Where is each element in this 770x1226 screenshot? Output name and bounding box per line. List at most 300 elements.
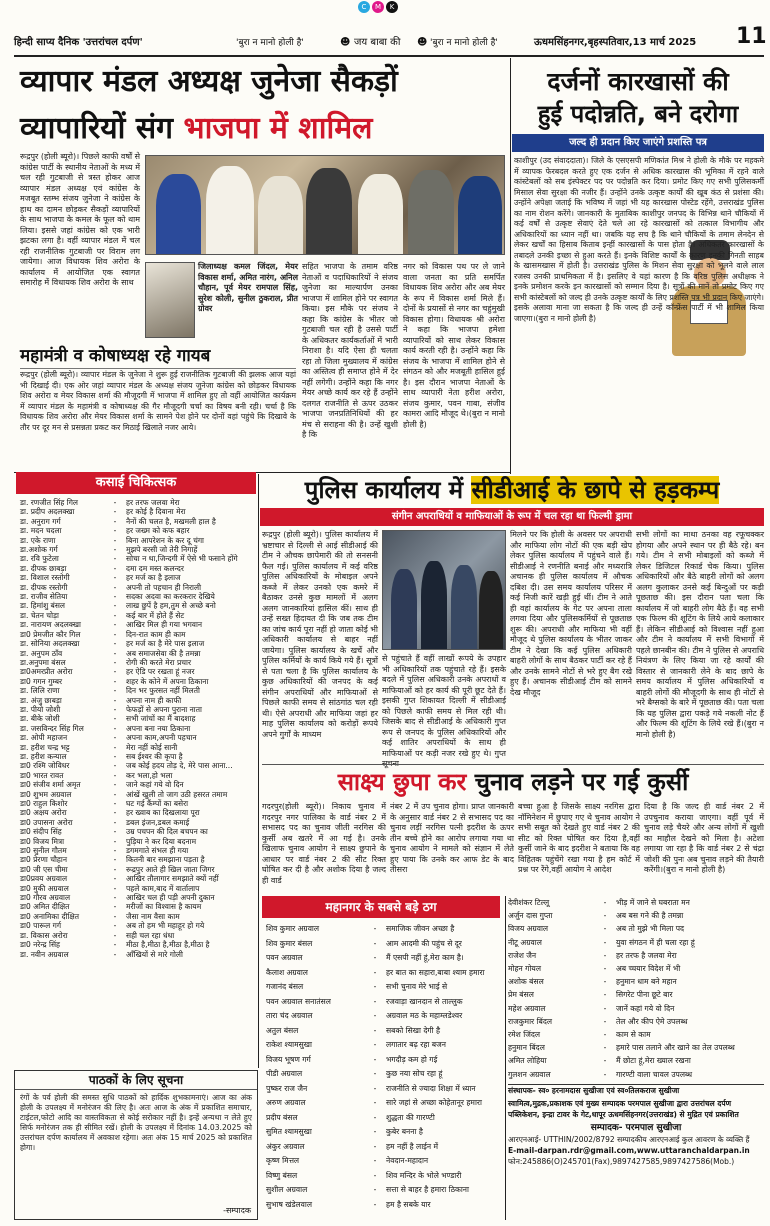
- row-dash: -: [603, 911, 607, 921]
- row-name: हनुमान बिंदल: [508, 1043, 545, 1053]
- list-row: [508, 1015, 764, 1028]
- list-row: [266, 937, 504, 952]
- list-row: [20, 837, 258, 846]
- row-value: हनुमान धाम बने महान: [616, 977, 677, 987]
- list-row: [20, 498, 258, 507]
- row-dash: -: [113, 723, 117, 733]
- list-row: [20, 790, 258, 799]
- story4-col2: से पहुंचाते हैं वहीं लाखों रूपये के उपहार भी अधिकारियों तक पहुंचाते रहे हैं। इसके बदले में पुलिस अधिकारी उनके अपराधों व माफियाओं को हर कार्य की पूरी छूट देते हैं। इसकी गुप्त शिकायत दिल्ली में सीडीआई को पिछले काफी समय से मिल रही थी। जिसके बाद से सीडीआई के अधिकारी गुप्त रूप से जनपद के पुलिस अधिकारियों और कई शातिर अपराधियों के साथ ही माफियाओं पर कड़ी नजर रखे हुए थे। गुप्त सूचना: [382, 654, 506, 768]
- list-row: [266, 1169, 504, 1184]
- list-row: [20, 545, 258, 554]
- list-row: [508, 962, 764, 975]
- list-row: [266, 1053, 504, 1068]
- list-row: [266, 966, 504, 981]
- list-row: [20, 771, 258, 780]
- list-row: [20, 507, 258, 516]
- row-dash: -: [113, 827, 117, 837]
- row-value: हर जख्म को कफ बहार: [126, 526, 190, 536]
- row-value: नैनों की चलत है, मखमली हाल है: [126, 516, 216, 526]
- notice-sign: -सम्पादक: [223, 1206, 251, 1215]
- imprint-editor: सम्पादक- परमपाल सुखीजा: [590, 1123, 682, 1133]
- row-value: शहर के कोने में अपना ठिकाना: [126, 676, 209, 686]
- row-value: हर तरफ है जलवा मेरा: [616, 950, 677, 960]
- story3-subhead: [512, 134, 764, 152]
- row-value: फेफड़ों से अपना पुराना नाता: [126, 704, 202, 714]
- row-name: डा.अशोक गर्ग: [20, 545, 58, 555]
- paper-name: हिन्दी साप्य दैनिक 'उत्तरांचल दर्पण': [14, 37, 143, 48]
- list-row: [20, 733, 258, 742]
- row-dash: -: [113, 554, 117, 564]
- row-value: अब तो मुझे भी मिला पद: [616, 924, 685, 934]
- story5-headline: [262, 764, 764, 799]
- row-name: डा0 राहुल किशोर: [20, 799, 68, 808]
- row-value: युवा संगठन में ही चला रहा हूं: [616, 937, 695, 947]
- row-name: डा0अमरप्रीत अरोरा: [20, 667, 73, 677]
- row-dash: -: [373, 996, 377, 1006]
- list-row: [20, 950, 258, 959]
- row-name: राजकुमार बिंदल: [508, 1016, 553, 1026]
- row-value: शुद्धता की गारण्टी: [386, 1112, 435, 1122]
- row-dash: -: [113, 902, 117, 912]
- row-dash: -: [113, 808, 117, 818]
- row-dash: -: [603, 977, 607, 987]
- row-name: नीटू अग्रवाल: [508, 937, 542, 947]
- row-name: डा0 मुकी अग्रवाल: [20, 883, 69, 893]
- row-dash: -: [603, 990, 607, 1000]
- row-name: डा. लिलि राणा: [20, 686, 60, 696]
- row-name: डा. हरीश चन्द्र भट्ट: [20, 742, 70, 752]
- notice-title: पाठकों के लिए सूचना: [15, 1071, 257, 1090]
- row-value: आखिर मिल ही गया भगवान: [126, 620, 203, 630]
- row-value: हर मर्ज का है इलाज: [126, 573, 181, 583]
- row-dash: -: [113, 695, 117, 705]
- row-dash: -: [113, 498, 117, 507]
- row-dash: -: [113, 855, 117, 865]
- row-value: सत्ता से बाहर है हमारा ठिकाना: [386, 1185, 469, 1194]
- row-value: समाजिक जीवन अच्छा है: [386, 924, 455, 933]
- row-dash: -: [603, 1016, 607, 1026]
- row-name: डा0 विजय मित्रा: [20, 836, 65, 846]
- row-name: शिव कुमार बंसल: [266, 938, 313, 948]
- row-value: सदका अदवा का करकरार देखिये: [126, 592, 215, 602]
- row-name: डा0 नरेन्द्र सिंह: [20, 940, 61, 950]
- list-row: [20, 601, 258, 610]
- row-dash: -: [113, 893, 117, 903]
- list-row: [508, 909, 764, 922]
- smiley-icon: ☻: [340, 37, 351, 48]
- row-value: शिव मन्दिर के भोले भण्डारी: [386, 1170, 462, 1180]
- row-dash: -: [373, 1141, 377, 1151]
- row-name: डा0 सुनील गौतम: [20, 846, 67, 856]
- row-dash: -: [113, 817, 117, 827]
- row-dash: -: [113, 686, 117, 696]
- story5-col3: बच्चा हुआ है जिसके साक्ष्य नरगिस द्वारा नॉमिनेशन में छुपाए गए थे चुनाव आयोग ने सभी सबूत को देखते हुए वार्ड नंबर 2 की सीट को रिक्त घोषित कर दिया है,वहीं कुर्सी जाने के बाद इदरीश ने बताया कि वह विहितक पहुंचेंगे रखा गया है हम कोर्ट में प्रश्न पर रेंगे,वहीं आयोग ने आदेश: [518, 802, 640, 874]
- list-row: [20, 884, 258, 893]
- row-dash: -: [373, 1185, 377, 1194]
- list-row: [266, 922, 504, 937]
- list-row: [266, 951, 504, 966]
- list-row: [266, 1183, 504, 1198]
- row-name: गुलशन अग्रवाल: [508, 1069, 551, 1079]
- row-value: लगातार बढ़ रहा बजन: [386, 1040, 446, 1049]
- list-row: [20, 912, 258, 921]
- row-dash: -: [113, 780, 117, 790]
- row-name: डा. नारायण अदलक्खा: [20, 620, 81, 630]
- row-dash: -: [373, 924, 377, 933]
- list-row: [508, 949, 764, 962]
- list-row: [266, 980, 504, 995]
- row-name: डा0 उपासना अरोरा: [20, 817, 73, 827]
- list-row: [20, 696, 258, 705]
- row-dash: -: [113, 657, 117, 667]
- row-value: भगदौड़ कम हो गई: [386, 1054, 438, 1064]
- row-value: मैं छोटा हूं,मेरा ख्याल रखना: [616, 1056, 691, 1066]
- row-name: कृष्ण मित्तल: [266, 1156, 300, 1165]
- row-name: डा0 संदीप सिंह: [20, 827, 62, 837]
- row-value: मीठा है,मीठा है,मीठा है,मीठा है: [126, 940, 210, 950]
- story4-subhead: [260, 508, 764, 526]
- thugs-title: महानगर के सबसे बड़े ठग: [325, 900, 437, 914]
- row-dash: -: [113, 582, 117, 592]
- list-row: [20, 526, 258, 535]
- row-dash: -: [113, 620, 117, 630]
- row-value: आँखियों से मारे गोली: [126, 949, 183, 959]
- row-dash: -: [373, 1170, 377, 1180]
- row-name: अशोक बंसल: [508, 977, 544, 987]
- row-dash: -: [603, 964, 607, 974]
- row-value: दमा दम मस्त कलन्दर: [126, 563, 184, 573]
- row-value: हर बात का सहारा,बाबा श्याम हमारा: [386, 967, 485, 977]
- row-dash: -: [113, 573, 117, 583]
- list-row: [508, 975, 764, 988]
- row-name: डा. अनुपम ठाँव: [20, 648, 63, 658]
- imprint-rni: आरएनआई- UTTHIN/2002/8792 सम्पादकीय आरएनआई कुल आवरण के व्यक्ति हैं: [508, 1135, 750, 1144]
- row-name: डा. पीयो जोशी: [20, 704, 61, 714]
- imprint-founders: संस्थापक- स्व० हरनामदास सुखीजा एवं स्व०तिलकराज सुखीजा: [508, 1086, 680, 1095]
- list-row: [266, 1111, 504, 1126]
- row-value: राजनीति से ज्यादा शिक्षा में ध्यान: [386, 1083, 476, 1093]
- story5-col4: दिया है कि जल्द ही वार्ड नंबर 2 में उपचुनाव कराया जाएगा। वहीं पूर्व में चुनाव लड़े चैयरे और अन्य लोगों में खुशी का माहौल देखने को मिला है। अटेशा लगाया जा रहा है कि वार्ड नंबर 2 से चंद्रा जोशी की पुनः अब चुनाव लड़ने की तैयारी करेंगी।(बुरा न मानो होली है): [644, 802, 764, 874]
- row-name: डा. दीपक छाबड़ा: [20, 563, 67, 573]
- row-name: डा. राजीव सेतिया: [20, 592, 68, 602]
- row-name: कैलाश अग्रवाल: [266, 967, 308, 977]
- row-value: अब समाजसेवा की है तमन्ना: [126, 648, 201, 658]
- story3-headline-line1: दर्जनों कारखासों की: [547, 67, 729, 96]
- row-name: सुभाष खंडेलवाल: [266, 1199, 313, 1209]
- row-dash: -: [373, 1083, 377, 1093]
- row-value: हर तरफ जलवा मेरा: [126, 498, 180, 507]
- row-dash: -: [113, 667, 117, 677]
- row-dash: -: [113, 836, 117, 846]
- dateline: ऊधमसिंहनगर,बृहस्पतिवार,13 मार्च 2025: [534, 37, 697, 48]
- story1-headline-line2: [20, 108, 510, 150]
- list-row: [266, 1154, 504, 1169]
- row-name: पवन अग्रवाल सनातंसल: [266, 996, 331, 1006]
- row-value: अपनी तो पहचान ही निराली: [126, 582, 202, 592]
- list-row: [266, 1198, 504, 1213]
- row-value: हम नहीं है लाईन में: [386, 1141, 439, 1151]
- row-dash: -: [373, 1127, 377, 1136]
- row-value: पहले काम,बाद में वार्तालाप: [126, 883, 200, 893]
- row-name: डा. मदन चदला: [20, 526, 62, 536]
- row-name: डा. रवि फुटेला: [20, 554, 59, 564]
- row-name: डा. विशाल रस्तोगी: [20, 573, 70, 583]
- row-name: डा. प्रदीप अदलक्खा: [20, 507, 75, 517]
- row-name: तारा चंद अग्रवाल: [266, 1011, 313, 1020]
- row-value: रोगी की करते मेरा प्रचार: [126, 657, 192, 667]
- row-value: बिना आपरेशन के कर दू चंगा: [126, 535, 205, 545]
- row-name: डा. चेतन चोड़ा: [20, 610, 59, 620]
- row-value: रूद्रपुर आते ही खिल जाता जिगर: [126, 864, 215, 874]
- row-dash: -: [373, 1098, 377, 1107]
- row-name: डा. दीपक रस्तोगी: [20, 582, 68, 592]
- row-value: उम्र पचपन की दिल बचपन का: [126, 827, 208, 837]
- list-row: [266, 1082, 504, 1097]
- row-dash: -: [113, 733, 117, 743]
- row-dash: -: [373, 1025, 377, 1035]
- smiley-icon: ☻: [417, 37, 428, 48]
- row-name: डा0 अक्षय अरोरा: [20, 808, 67, 818]
- list-row: [508, 1041, 764, 1054]
- row-name: राजेश जैन: [508, 950, 537, 960]
- row-dash: -: [113, 563, 117, 573]
- row-dash: -: [373, 982, 377, 991]
- list-row: [20, 667, 258, 676]
- list-row: [20, 931, 258, 940]
- list-row: [20, 583, 258, 592]
- row-name: डा. जसविन्दर सिंह गिल: [20, 723, 84, 733]
- list-row: [20, 846, 258, 855]
- story4-headline: [260, 474, 764, 506]
- color-mark-m: M: [372, 1, 384, 13]
- list-row: [20, 761, 258, 770]
- row-value: हम है सबके यार: [386, 1199, 431, 1209]
- list-row: [20, 855, 258, 864]
- row-dash: -: [113, 507, 117, 517]
- row-dash: -: [373, 1011, 377, 1020]
- story5-col1: गदरपुर(होली ब्यूरो)। निकाय चुनाव में गदरपुर नगर पालिका के वार्ड नंबर 2 में सभासद पद का चुनाव जीती नरगिस की कुर्सी अब खतरे में आ गई है। उनके खिलाफ चुनाव आयोग ने साक्ष्य छुपाने के आधार पर वार्ड नंबर 2 की सीट रिक्त घोषित कर दी है और अशोक दिया है जल्द ही वार्ड: [262, 802, 386, 885]
- story4-headline-b: सीडीआई के छापे से हड़कम्प: [471, 476, 720, 504]
- row-dash: -: [603, 1043, 607, 1053]
- row-value: आखिर चल ही पड़ी अपनी दुकान: [126, 893, 215, 903]
- row-value: अग्रवाल मठ के महाम्लडेश्वर: [386, 1011, 463, 1020]
- story1-body: रूद्रपुर (होली ब्यूरो)। पिछले काफी वर्षों से कांग्रेस पार्टी के स्थानीय नेताओं के मध्य में चल रही गुटबाजी से त्रस्त होकर आज व्यापार मंडल अध्यक्ष एवं कांग्रेस के मजबूत स्तम्भ संजय जुनेजा ने कांग्रेस के हाथ का दामन छोड़कर सैकड़ों व्यापारियों के साथ भाजपा के कमल के फूल को थाम लिया। इससे जहां कांग्रेस को एक भारी झटका लगा है। वहीं व्यापार मंडल में चल रही राजनीतिक गुटबाजी पर विराम लग जायेगा। आज विधायक शिव अरोरा के कार्यालय में आयोजित एक स्वागत समारोह में विधायक शिव अरोरा के साथ: [20, 152, 140, 287]
- row-name: सुमित श्यामसुखा: [266, 1127, 312, 1136]
- row-value: कर भला,हो भला: [126, 770, 173, 780]
- list-row: [20, 536, 258, 545]
- row-name: विजय भूषण गर्ग: [266, 1054, 311, 1064]
- row-value: हर कोई है दिवाना मेरा: [126, 507, 186, 517]
- story1-small-photo: [145, 262, 195, 338]
- row-dash: -: [113, 639, 117, 649]
- row-dash: -: [113, 911, 117, 921]
- story4-col1: रूद्रपुर (होली ब्यूरो)। पुलिस कार्यालय में भ्रष्टाचार से दिल्ली से आई सीडीआई की टीम ने औचक छापेमारी की तो सनसनी फैल गई। पुलिस कार्यालय में कई वरिष्ठ पुलिस अधिकारियों के मोबाइल अपने कब्जे में लेकर उनको एक कमरे में बैठाकर उनसे कुछ मामलों में अलग अलग जानकारियां हासिल कीं। साथ ही उन्हें सख्त हिदायत दी कि जब तक टीम का जांच कार्य पूरा नहीं हो जाता कोई भी अधिकारी कार्यालय से बाहर नहीं जायेगा। पुलिस कार्यालय के खर्चे और पुलिस कर्मियों के कार्य किये गये हैं। सूत्रों से पता चला है कि पुलिस कार्यालय के कुछ अधिकारियों की जनपद के कई संगीन अपराधियों और माफियाओं से पिछले काफी समय से सांठगांठ चल रही थी। ऐसे अपराधी और माफिया जहां हर माह पुलिस कार्यालय को करोड़ों रूपये अपने गुर्गों के माध्यम: [262, 530, 378, 739]
- row-name: देवीशंकर टिल्लू: [508, 898, 550, 907]
- list-row: [20, 940, 258, 949]
- row-name: रमेश जिंदल: [508, 1030, 541, 1040]
- row-value: दिन-रात काम ही काम: [126, 629, 186, 639]
- list-row: [266, 1024, 504, 1039]
- row-name: डा. नवीन अग्रवाल: [20, 949, 69, 959]
- row-value: गारण्टी वाला चावल उपलब्ध: [616, 1069, 693, 1079]
- row-dash: -: [113, 535, 117, 545]
- imprint-box: [508, 1084, 764, 1220]
- row-name: डा.अनुपमा बंसल: [20, 657, 66, 667]
- row-name: डा0प्रवय अग्रवाल: [20, 874, 68, 884]
- row-dash: -: [603, 898, 607, 907]
- list-row: [508, 988, 764, 1001]
- story5-headline-a: साक्ष्य छुपा कर: [337, 768, 467, 796]
- row-dash: -: [603, 924, 607, 934]
- row-dash: -: [113, 751, 117, 761]
- story4-photo: [382, 530, 506, 650]
- row-value: सारे जहां से अच्छा कोहेतानूर हमारा: [386, 1098, 482, 1107]
- row-dash: -: [373, 938, 377, 948]
- slogan-right: 'बुरा न मानो होली है': [430, 38, 498, 48]
- row-dash: -: [373, 1112, 377, 1122]
- list-row: [20, 865, 258, 874]
- row-dash: -: [113, 742, 117, 752]
- row-value: आखिर तौलागार समझाते क्यों नहीं: [126, 874, 219, 884]
- list-row: [20, 724, 258, 733]
- list-row: [20, 714, 258, 723]
- slogan-mid: जय बाबा की: [354, 37, 401, 48]
- page-number: 11: [736, 24, 767, 49]
- row-dash: -: [113, 545, 117, 555]
- list-row: [20, 743, 258, 752]
- row-dash: -: [113, 601, 117, 611]
- list-row: [508, 922, 764, 935]
- row-dash: -: [113, 846, 117, 856]
- thugs-left-list: [266, 922, 504, 1220]
- list-row: [20, 592, 258, 601]
- row-name: महेश अग्रवाल: [508, 1003, 546, 1013]
- list-row: [20, 554, 258, 563]
- row-value: कुबेर बनना है: [386, 1127, 423, 1136]
- list-row: [508, 936, 764, 949]
- row-dash: -: [113, 770, 117, 780]
- row-name: डा. ओपी महाजन: [20, 733, 68, 743]
- imprint-email: E-mail-darpan.rdr@gmail.com,www.uttaranchaldarpan.in: [508, 1146, 750, 1155]
- row-value: तेल और कीप ऐमे उपलब्ध: [616, 1016, 688, 1026]
- color-marks: [358, 1, 398, 13]
- row-name: शिव कुमार अग्रवाल: [266, 924, 320, 933]
- row-dash: -: [373, 1199, 377, 1209]
- list-row: [266, 1140, 504, 1155]
- row-name: डा0 गौरव अग्रवाल: [20, 893, 71, 903]
- list-row: [508, 1002, 764, 1015]
- story1-caption: जिलाध्यक्ष कमल जिंदल, मेयर विकास शर्मा, अमित नारंग, अनिल चौहान, पूर्व मेयर रामपाल सिंह, सुरेश कोली, सुनील ठुकराल, प्रीत ग्रोवर: [198, 262, 298, 313]
- list-row: [20, 639, 258, 648]
- color-mark-k: K: [386, 1, 398, 13]
- row-value: अपना काम,अपनी पहचान: [126, 733, 197, 743]
- row-name: डा0 पारूल गर्ग: [20, 921, 62, 931]
- list-row: [20, 611, 258, 620]
- list-row: [20, 921, 258, 930]
- row-name: डा. बीके जोशी: [20, 714, 60, 724]
- row-dash: -: [373, 1156, 377, 1165]
- story1-headline-line2a: व्यापारियों संग: [20, 111, 174, 146]
- row-value: हर ऐडि पर रखता हूं नजर: [126, 667, 195, 677]
- row-name: डा. अंजु छाबड़ा: [20, 695, 62, 705]
- list-row: [20, 893, 258, 902]
- list-row: [20, 658, 258, 667]
- list-row: [20, 649, 258, 658]
- row-dash: -: [113, 789, 117, 799]
- row-dash: -: [113, 761, 117, 771]
- row-dash: -: [603, 937, 607, 947]
- story2-headline: महामंत्री व कोषाध्यक्ष रहे गायब: [20, 344, 296, 369]
- row-name: डा. विकास अरोरा: [20, 930, 68, 940]
- row-dash: -: [113, 874, 117, 884]
- notice-body: रंगों के पर्व होली की समस्त सुधि पाठकों को हार्दिक शुभकामनाएं। आज का अंक होली के उपलक्ष्य में मनोरंजन की लिए है। अतः आज के अंक में प्रकाशित समाचार, टाईटल,फोटो आदि का वास्तविकता से कोई सरोकार नहीं है। इन्हें अन्यथा न लेते हुए सिर्फ मनोरंजन तक ही सीमित रखें। होली के उपलक्ष्य में दिनांक 14.03.2025 को उत्तरांचल दर्पण कार्यालय में अवकाश रहेगा। अतः अंक 15 मार्च 2025 को प्रकाशित होगा।: [20, 1093, 252, 1152]
- story4-col3: मिलने पर कि होली के अवसर पर अपराधी और माफिया लोग नोटों की एक बड़ी खेप लेकर पुलिस कार्यालय में पहुंचने वाले हैं। सीडीआई ने रणनीति बनाई और मध्यरात्रि अचानक ही पुलिस कार्यालय में औचक दबिश दी। उस समय कार्यालय परिसर में कई निजी कारें खड़ी हुई थीं। टीम ने आते ही वहां कार्यालय के गेट पर अपना ताला लगवा दिया और पुलिसकर्मियों से पूछताछ शुरू की। अपराधी और माफिया भी वहीं मौजूद थे पुलिस कार्यालय के भीतर जाकर टीम ने देखा कि कई पुलिस अधिकारी बाहरी लोगों के साथ बैठकर पार्टी कर रहे हैं और उनके सामने नोटों से भरे हुए बैग रखे हुए हैं। अचानक सीडीआई टीम को सामने देख मौजूद: [510, 530, 632, 697]
- notice-box: [14, 1070, 258, 1220]
- story2-body: रूद्रपुर (होली ब्यूरो)। व्यापार मंडल के जुनेजा ने शुरू हुई राजनीतिक गुटबाजी की झलक आज यहां भी दिखाई दी। एक ओर जहां व्यापार मंडल के अध्यक्ष संजय जुनेजा कांग्रेस को छोड़कर विधायक शिव अरोरा व मेयर विकास शर्मा की मौजूदगी में भाजपा में शामिल हुए तो वहीं आयोजित कार्यक्रम में व्यापार मंडल के महामंत्री व कोषाध्यक्ष की गैर मौजूदगी चर्चा का विषय बनी रही। चर्चा है कि विधायक शिव अरोरा और मेयर विकास शर्मा के सामने पेश होने पर दोनों वहां पहुंचे कि दिखावे के तौर पर दूर मन से प्रसन्नता प्रकट कर मिठाई खिलाते नजर आये।: [20, 370, 296, 432]
- list-row: [20, 517, 258, 526]
- row-value: सबको सिखा देगी है: [386, 1025, 441, 1035]
- row-name: प्रेम बंसल: [508, 990, 534, 1000]
- row-dash: -: [373, 967, 377, 977]
- story1-photo: [145, 155, 505, 255]
- row-value: सभी चुनाव मेरे भाई से: [386, 982, 448, 991]
- row-value: रजवाड़ा खानदान से ताल्लुक: [386, 996, 463, 1006]
- row-name: राकेश श्यामसुखा: [266, 1040, 312, 1049]
- row-value: अब तो हम भी महाहूर हो गये: [126, 921, 205, 931]
- list-row: [20, 705, 258, 714]
- row-name: डा0 जी एस चीमा: [20, 864, 68, 874]
- story1-headline-line2b: भाजपा में शामिल: [183, 111, 373, 146]
- row-value: सोचा न था,जिन्दगी में ऐसे भी फसाने होंगे: [126, 554, 238, 564]
- list-row: [20, 564, 258, 573]
- row-dash: -: [113, 714, 117, 724]
- row-name: डा0 गगन गुम्बर: [20, 676, 63, 686]
- row-name: सुशील अग्रवाल: [266, 1185, 308, 1194]
- row-value: भीड़ में जाने से घबराता मन: [616, 898, 690, 907]
- list-row: [20, 818, 258, 827]
- row-name: अमित लोहिया: [508, 1056, 547, 1066]
- row-dash: -: [113, 799, 117, 808]
- list-row: [508, 896, 764, 909]
- row-name: डा. रणजीत सिंह गिल: [20, 498, 79, 507]
- row-name: गजानंद बंसल: [266, 982, 304, 991]
- row-name: पुष्कर राज जैन: [266, 1083, 308, 1093]
- list-row: [20, 902, 258, 911]
- list-row: [20, 752, 258, 761]
- story4-col4: सभी लोगों का माथा ठनका वह रफूचक्कर होगया और अपने स्थान पर ही बैठे रहे। बन गये। टीम ने सभी मोबाइलों को कब्जे में लेकर डिजिटल रिकार्ड चेक किया। पुलिस अधिकारियों और बैठे बाहरी लोगों को अलग अलग कुलाकर उनसे कई बिन्दुओं पर कड़ी पूछताछ की। इस दौरान पता चला कि कार्यालय में जो बाहरी लोग बैठे हैं। वह सभी एक फिल्म की शूटिंग के लिये आये कलाकार हैं। लेकिन सीडीआई को विश्वास नहीं हुआ और टीम ने कार्यालय में सभी विभागों में पहले छानबीन की। टीम ने पुलिस से अपराधि नियंत्रण के लिए किया जा रहे कार्यों की विस्तार से जानकारी लेने के बाद छापे के समय कार्यालय में पुलिस अधिकारियों व बाहरी लोगों की मौजूदगी के साथ ही नोटों से भरे बैग्सको के बारे में पूछताछ की। पता चला कि यह पुलिस द्वारा पकड़े गये नकली नोट हैं और फिल्म की शूटिंग के लिये रखे हैं।(बुरा न मानो होली है): [636, 530, 764, 739]
- row-name: डा. हरीश कन्याल: [20, 751, 67, 761]
- list-row: [20, 799, 258, 808]
- row-dash: -: [113, 864, 117, 874]
- row-dash: -: [113, 930, 117, 940]
- story5-col2: नंबर 2 में उप चुनाव होगा। प्राप्त जानकारी के अनुसार वार्ड नंबर 2 से सभासद पद का चुनाव लड़ीं नरगिस पत्नी इदरीश के ऊपर तीन बच्चे होने का आरोप लगाया गया था चुनाव आयोग ने मामले को संज्ञान में लेते हुए पाया कि उनके कर आफ डेट के बाद तीसरा: [390, 802, 514, 874]
- row-dash: -: [113, 610, 117, 620]
- row-value: मैं एसपी नहीं हूं,मेरा काम है।: [386, 953, 464, 962]
- row-dash: -: [113, 592, 117, 602]
- row-dash: -: [113, 526, 117, 536]
- row-dash: -: [113, 921, 117, 931]
- list-row: [266, 1009, 504, 1024]
- row-name: डा0 भारत रावत: [20, 770, 64, 780]
- row-dash: -: [603, 1056, 607, 1066]
- row-value: सही चल रहा धंधा: [126, 930, 175, 940]
- row-dash: -: [373, 1069, 377, 1078]
- row-dash: -: [113, 648, 117, 658]
- row-value: जानें कहां गये वो दिन: [616, 1003, 675, 1013]
- row-name: प्रदीप बंसल: [266, 1112, 298, 1122]
- list-row: [20, 780, 258, 789]
- row-value: पुड़िया ने कर दिया बदनाम: [126, 836, 197, 846]
